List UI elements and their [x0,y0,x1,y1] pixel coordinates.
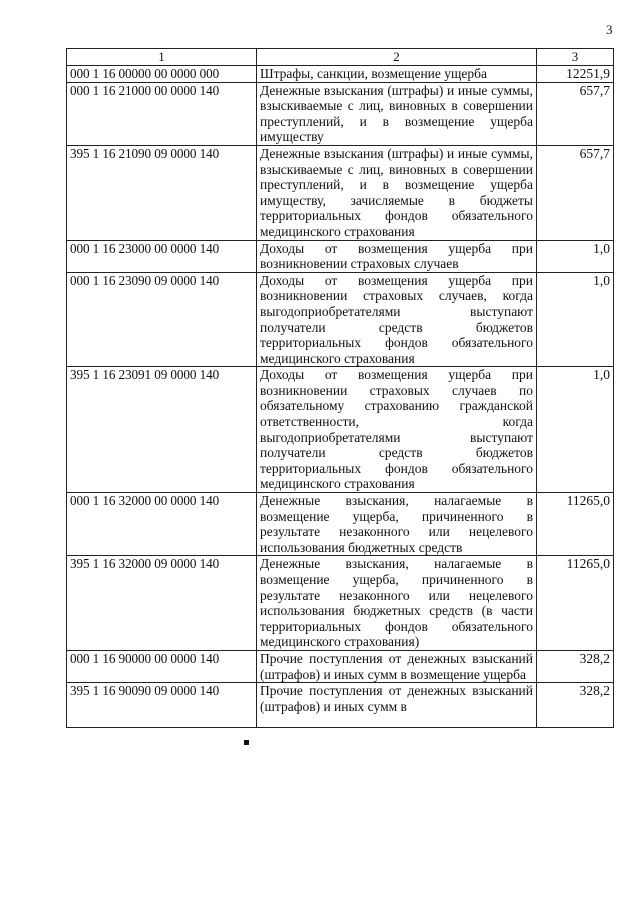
table-row [67,556,614,651]
amount: 11265,0 [537,556,614,651]
amount: 1,0 [537,367,614,493]
table-row [67,272,614,367]
amount: 1,0 [537,240,614,272]
amount: 12251,9 [537,66,614,83]
table-row [67,82,614,145]
table-row [67,240,614,272]
amount: 11265,0 [537,493,614,556]
item-name: Доходы от возмещения ущерба при возникновении страховых случаев, когда выгодоприобретателями выступают получатели средств бюджетов территориальных фондов обязательного медицинского страхования [257,272,537,367]
budget-code: 395 1 16 90090 09 0000 140 [67,683,257,728]
amount: 328,2 [537,683,614,728]
table-row [67,650,614,682]
item-name: Прочие поступления от денежных взысканий (штрафов) и иных сумм в [257,683,537,728]
header-col-3: 3 [537,49,614,66]
item-name: Денежные взыскания (штрафы) и иные суммы, взыскиваемые с лиц, виновных в совершении преступлений, и в возмещение ущерба имуществу [257,82,537,145]
budget-code: 000 1 16 32000 00 0000 140 [67,493,257,556]
amount: 328,2 [537,650,614,682]
header-col-1: 1 [67,49,257,66]
budget-code: 395 1 16 23091 09 0000 140 [67,367,257,493]
budget-code: 000 1 16 90000 00 0000 140 [67,650,257,682]
table-row [67,493,614,556]
revenue-table [66,48,614,728]
item-name: Прочие поступления от денежных взысканий (штрафов) и иных сумм в возмещение ущерба [257,650,537,682]
header-row [67,49,614,66]
table-row [67,66,614,83]
item-name: Доходы от возмещения ущерба при возникновении страховых случаев по обязательному страхованию гражданской ответственности, когда выгодоприобретателями выступают получатели средств бюджетов территориальных фондов обязательного медицинского страхования [257,367,537,493]
table-row [67,367,614,493]
item-name: Доходы от возмещения ущерба при возникновении страховых случаев [257,240,537,272]
table-row [67,145,614,240]
budget-code: 000 1 16 23090 09 0000 140 [67,272,257,367]
item-name: Штрафы, санкции, возмещение ущерба [257,66,537,83]
amount: 1,0 [537,272,614,367]
page-number: 3 [606,22,613,37]
budget-code: 000 1 16 00000 00 0000 000 [67,66,257,83]
budget-code: 395 1 16 32000 09 0000 140 [67,556,257,651]
item-name: Денежные взыскания, налагаемые в возмещение ущерба, причиненного в результате незаконного или нецелевого использования бюджетных средств [257,493,537,556]
item-name: Денежные взыскания, налагаемые в возмещение ущерба, причиненного в результате незаконного или нецелевого использования бюджетных средств (в части территориальных фондов обязательного медицинского страхования) [257,556,537,651]
amount: 657,7 [537,145,614,240]
item-name: Денежные взыскания (штрафы) и иные суммы, взыскиваемые с лиц, виновных в совершении преступлений, и в возмещение ущерба имуществу, зачисляемые в бюджеты территориальных фондов обязательного медицинского страхования [257,145,537,240]
budget-code: 000 1 16 23000 00 0000 140 [67,240,257,272]
header-col-2: 2 [257,49,537,66]
table-row [67,683,614,728]
budget-code: 000 1 16 21000 00 0000 140 [67,82,257,145]
scan-mark-dot [244,740,249,745]
budget-code: 395 1 16 21090 09 0000 140 [67,145,257,240]
amount: 657,7 [537,82,614,145]
